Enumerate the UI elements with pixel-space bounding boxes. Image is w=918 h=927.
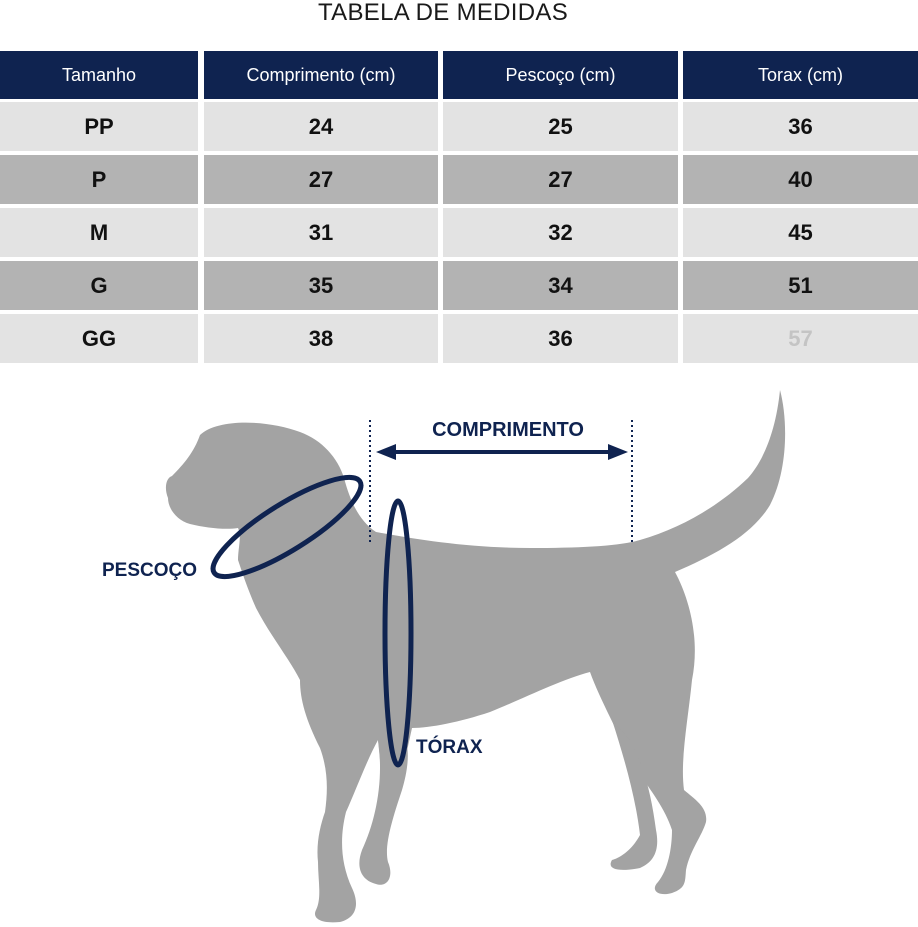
- size-cell: GG: [0, 314, 198, 363]
- size-cell: P: [0, 155, 198, 204]
- comprimento-cell: 31: [204, 208, 438, 257]
- comprimento-cell: 24: [204, 102, 438, 151]
- comprimento-cell: 27: [204, 155, 438, 204]
- page-title: TABELA DE MEDIDAS: [317, 0, 569, 26]
- pescoco-cell: 36: [443, 314, 678, 363]
- pescoco-cell: 32: [443, 208, 678, 257]
- table-row: [0, 261, 918, 310]
- table-row: [0, 314, 918, 363]
- table-row: [0, 155, 918, 204]
- comprimento-label: COMPRIMENTO: [432, 419, 584, 441]
- table-row: [0, 208, 918, 257]
- pescoco-label: PESCOÇO: [102, 560, 198, 581]
- dog-silhouette-icon: [166, 390, 785, 922]
- torax-label: TÓRAX: [416, 737, 483, 758]
- size-cell: M: [0, 208, 198, 257]
- comprimento-indicator: [370, 419, 632, 543]
- dog-measurement-diagram: [0, 370, 918, 927]
- table-row: [0, 102, 918, 151]
- header-tamanho: Tamanho: [0, 51, 198, 99]
- comprimento-cell: 38: [204, 314, 438, 363]
- torax-cell: 57: [683, 314, 918, 363]
- torax-cell: 40: [683, 155, 918, 204]
- pescoco-cell: 27: [443, 155, 678, 204]
- header-comprimento: Comprimento (cm): [204, 51, 438, 99]
- double-arrow-icon: [376, 444, 628, 460]
- size-cell: G: [0, 261, 198, 310]
- table-header-row: [0, 51, 918, 99]
- pescoco-cell: 25: [443, 102, 678, 151]
- pescoco-cell: 34: [443, 261, 678, 310]
- size-cell: PP: [0, 102, 198, 151]
- header-pescoco: Pescoço (cm): [443, 51, 678, 99]
- torax-cell: 51: [683, 261, 918, 310]
- header-torax: Torax (cm): [683, 51, 918, 99]
- torax-cell: 45: [683, 208, 918, 257]
- comprimento-cell: 35: [204, 261, 438, 310]
- size-table: [0, 51, 918, 367]
- torax-cell: 36: [683, 102, 918, 151]
